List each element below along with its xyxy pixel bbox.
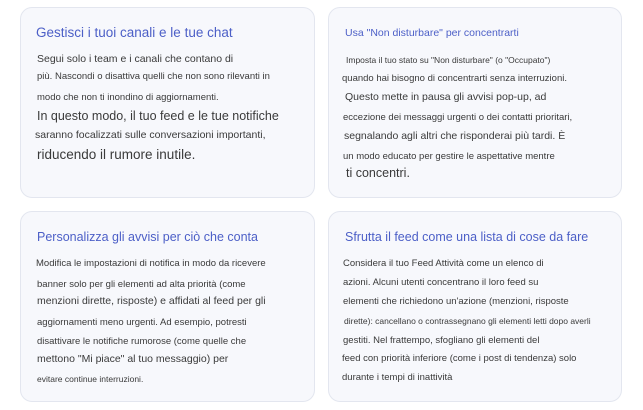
card-text-line: modo che non ti inondino di aggiornamenti. — [37, 92, 219, 103]
card-text-line: quando hai bisogno di concentrarti senza interruzioni. — [342, 73, 567, 84]
card-text-line: un modo educato per gestire le aspettative mentre — [343, 151, 555, 162]
card-text-line: Considera il tuo Feed Attività come un elenco di — [343, 258, 544, 269]
card-text-line: più. Nascondi o disattiva quelli che non sono rilevanti in — [37, 71, 270, 82]
card-text-line: aggiornamenti meno urgenti. Ad esempio, potresti — [37, 317, 247, 328]
tip-card-feed-todo — [328, 211, 622, 402]
card-text-line: disattivare le notifiche rumorose (come quelle che — [37, 336, 247, 347]
card-text-line: feed con priorità inferiore (come i post di tendenza) solo — [342, 353, 577, 364]
card-text-line: Modifica le impostazioni di notifica in modo da ricevere — [36, 258, 266, 269]
card-text-line: dirette): cancellano o contrassegnano gli elementi letti dopo averli — [344, 316, 591, 326]
card-text-line: In questo modo, il tuo feed e le tue notifiche — [37, 109, 279, 123]
card-text-line: mettono "Mi piace" al tuo messaggio) per — [37, 353, 229, 365]
card-text-line: segnalando agli altri che risponderai più tardi. È — [344, 130, 566, 142]
card-text-line: evitare continue interruzioni. — [37, 374, 144, 384]
tip-card-channels — [20, 7, 315, 198]
card-text-line: Imposta il tuo stato su "Non disturbare" (o "Occupato") — [346, 55, 551, 65]
card-text-line: Questo mette in pausa gli avvisi pop-up, ad — [345, 91, 547, 103]
card-text-line: gestiti. Nel frattempo, sfogliano gli elementi del — [343, 335, 540, 346]
card-text-line: ti concentri. — [346, 166, 410, 180]
card-text-line: menzioni dirette, risposte) e affidati al feed per gli — [37, 295, 266, 307]
card-text-line: Segui solo i team e i canali che contano di — [37, 53, 234, 65]
card-title: Gestisci i tuoi canali e le tue chat — [36, 25, 233, 40]
card-text-line: azioni. Alcuni utenti concentrano il loro feed su — [343, 277, 539, 288]
card-text-line: saranno focalizzati sulle conversazioni importanti, — [35, 129, 266, 141]
card-title: Personalizza gli avvisi per ciò che conta — [37, 230, 258, 244]
card-text-line: riducendo il rumore inutile. — [37, 147, 196, 162]
card-text-line: durante i tempi di inattività — [342, 372, 453, 383]
tip-card-custom-alerts — [20, 211, 315, 402]
card-title: Sfrutta il feed come una lista di cose da fare — [345, 230, 589, 244]
card-text-line: elementi che richiedono un'azione (menzioni, risposte — [343, 296, 569, 307]
card-title: Usa "Non disturbare" per concentrarti — [345, 27, 519, 39]
tip-card-do-not-disturb — [328, 7, 622, 198]
card-text-line: eccezione dei messaggi urgenti o dei contatti prioritari, — [343, 112, 573, 123]
card-text-line: banner solo per gli elementi ad alta priorità (come — [37, 279, 246, 290]
